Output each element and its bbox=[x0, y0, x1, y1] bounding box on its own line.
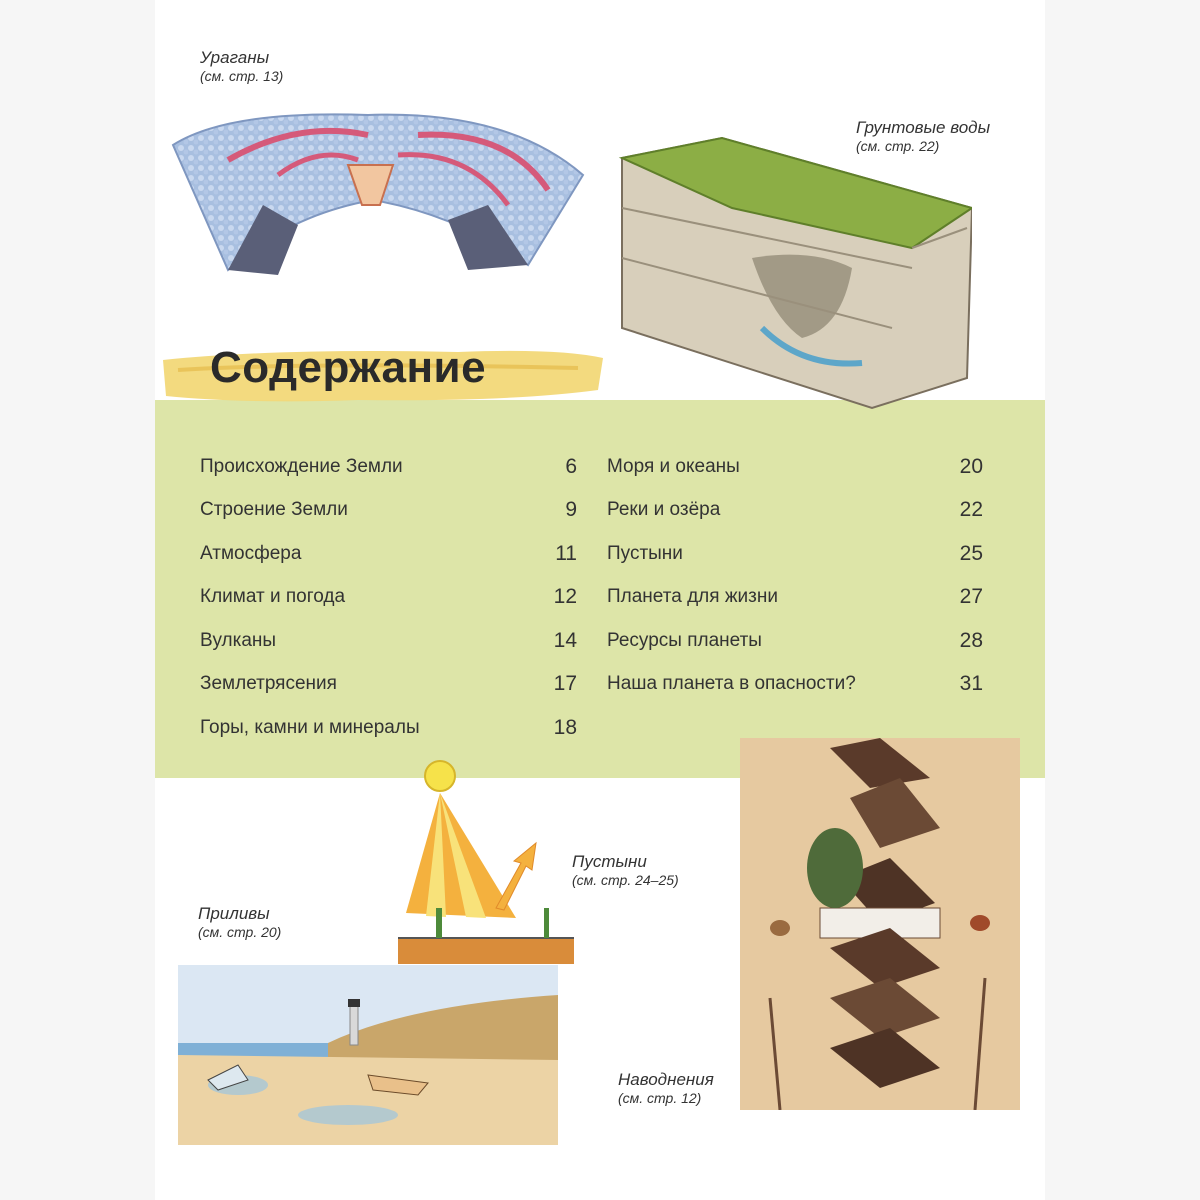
toc-entry[interactable] bbox=[607, 619, 983, 663]
caption-title: Грунтовые воды bbox=[856, 118, 991, 137]
hurricane-illustration bbox=[168, 105, 598, 285]
floods-illustration bbox=[740, 738, 1020, 1110]
page-title: Содержание bbox=[210, 343, 487, 392]
toc-entry[interactable] bbox=[607, 489, 983, 533]
toc-entry-page: 20 bbox=[959, 454, 983, 478]
toc-entry[interactable] bbox=[200, 706, 577, 750]
toc-entry-page: 11 bbox=[555, 541, 577, 565]
toc-entry-label: Климат и погода bbox=[200, 586, 346, 608]
desert-illustration bbox=[396, 758, 576, 968]
groundwater-illustration bbox=[612, 128, 972, 413]
tides-illustration bbox=[178, 965, 558, 1145]
caption-tides bbox=[198, 904, 281, 940]
toc-entry[interactable] bbox=[607, 576, 983, 620]
toc-entry-label: Наша планета в опасности? bbox=[607, 673, 856, 695]
toc-entry-label: Ресурсы планеты bbox=[607, 629, 762, 651]
caption-ref: (см. стр. 22) bbox=[856, 137, 940, 154]
toc-entry-label: Атмосфера bbox=[200, 542, 302, 564]
toc-entry-page: 14 bbox=[553, 628, 577, 652]
toc-entry-page: 12 bbox=[553, 585, 577, 609]
toc-entry-label: Горы, камни и минералы bbox=[200, 716, 420, 738]
caption-title: Приливы bbox=[198, 904, 270, 923]
toc-entry-page: 31 bbox=[959, 672, 983, 696]
toc-entry-page: 17 bbox=[553, 672, 577, 696]
toc-entry[interactable] bbox=[200, 619, 577, 663]
toc-entry-page: 6 bbox=[565, 454, 577, 478]
caption-ref: (см. стр. 24–25) bbox=[572, 871, 679, 888]
toc-entry[interactable] bbox=[200, 663, 577, 707]
caption-ref: (см. стр. 12) bbox=[618, 1089, 702, 1106]
toc-entry-page: 18 bbox=[553, 715, 577, 739]
toc-entry-label: Строение Земли bbox=[200, 499, 348, 521]
caption-ref: (см. стр. 20) bbox=[198, 923, 282, 940]
caption-hurricanes bbox=[200, 48, 283, 84]
toc-entry-label: Пустыни bbox=[607, 542, 683, 564]
toc-entry[interactable] bbox=[200, 532, 577, 576]
caption-title: Ураганы bbox=[200, 48, 270, 67]
caption-groundwater bbox=[856, 118, 990, 154]
toc-entry-label: Планета для жизни bbox=[607, 586, 778, 608]
toc-entry-label: Землетрясения bbox=[200, 673, 337, 695]
toc-entry-page: 28 bbox=[959, 628, 983, 652]
toc-entry-label: Реки и озёра bbox=[607, 499, 721, 521]
toc-entry-page: 25 bbox=[959, 541, 983, 565]
toc-entry-label: Вулканы bbox=[200, 629, 277, 651]
caption-floods bbox=[618, 1070, 714, 1106]
toc-right-column bbox=[607, 445, 983, 706]
toc-entry-page: 9 bbox=[565, 498, 577, 522]
toc-entry[interactable] bbox=[200, 489, 577, 533]
toc-entry[interactable] bbox=[200, 445, 577, 489]
caption-title: Наводнения bbox=[618, 1070, 714, 1089]
toc-entry-page: 22 bbox=[959, 498, 983, 522]
caption-deserts bbox=[572, 852, 679, 888]
caption-ref: (см. стр. 13) bbox=[200, 67, 284, 84]
caption-title: Пустыни bbox=[572, 852, 647, 871]
toc-entry[interactable] bbox=[607, 663, 983, 707]
toc-entry-page: 27 bbox=[959, 585, 983, 609]
toc-entry[interactable] bbox=[200, 576, 577, 620]
toc-entry[interactable] bbox=[607, 445, 983, 489]
toc-entry-label: Происхождение Земли bbox=[200, 455, 403, 477]
toc-left-column bbox=[200, 445, 577, 750]
toc-entry-label: Моря и океаны bbox=[607, 455, 740, 477]
toc-entry[interactable] bbox=[607, 532, 983, 576]
